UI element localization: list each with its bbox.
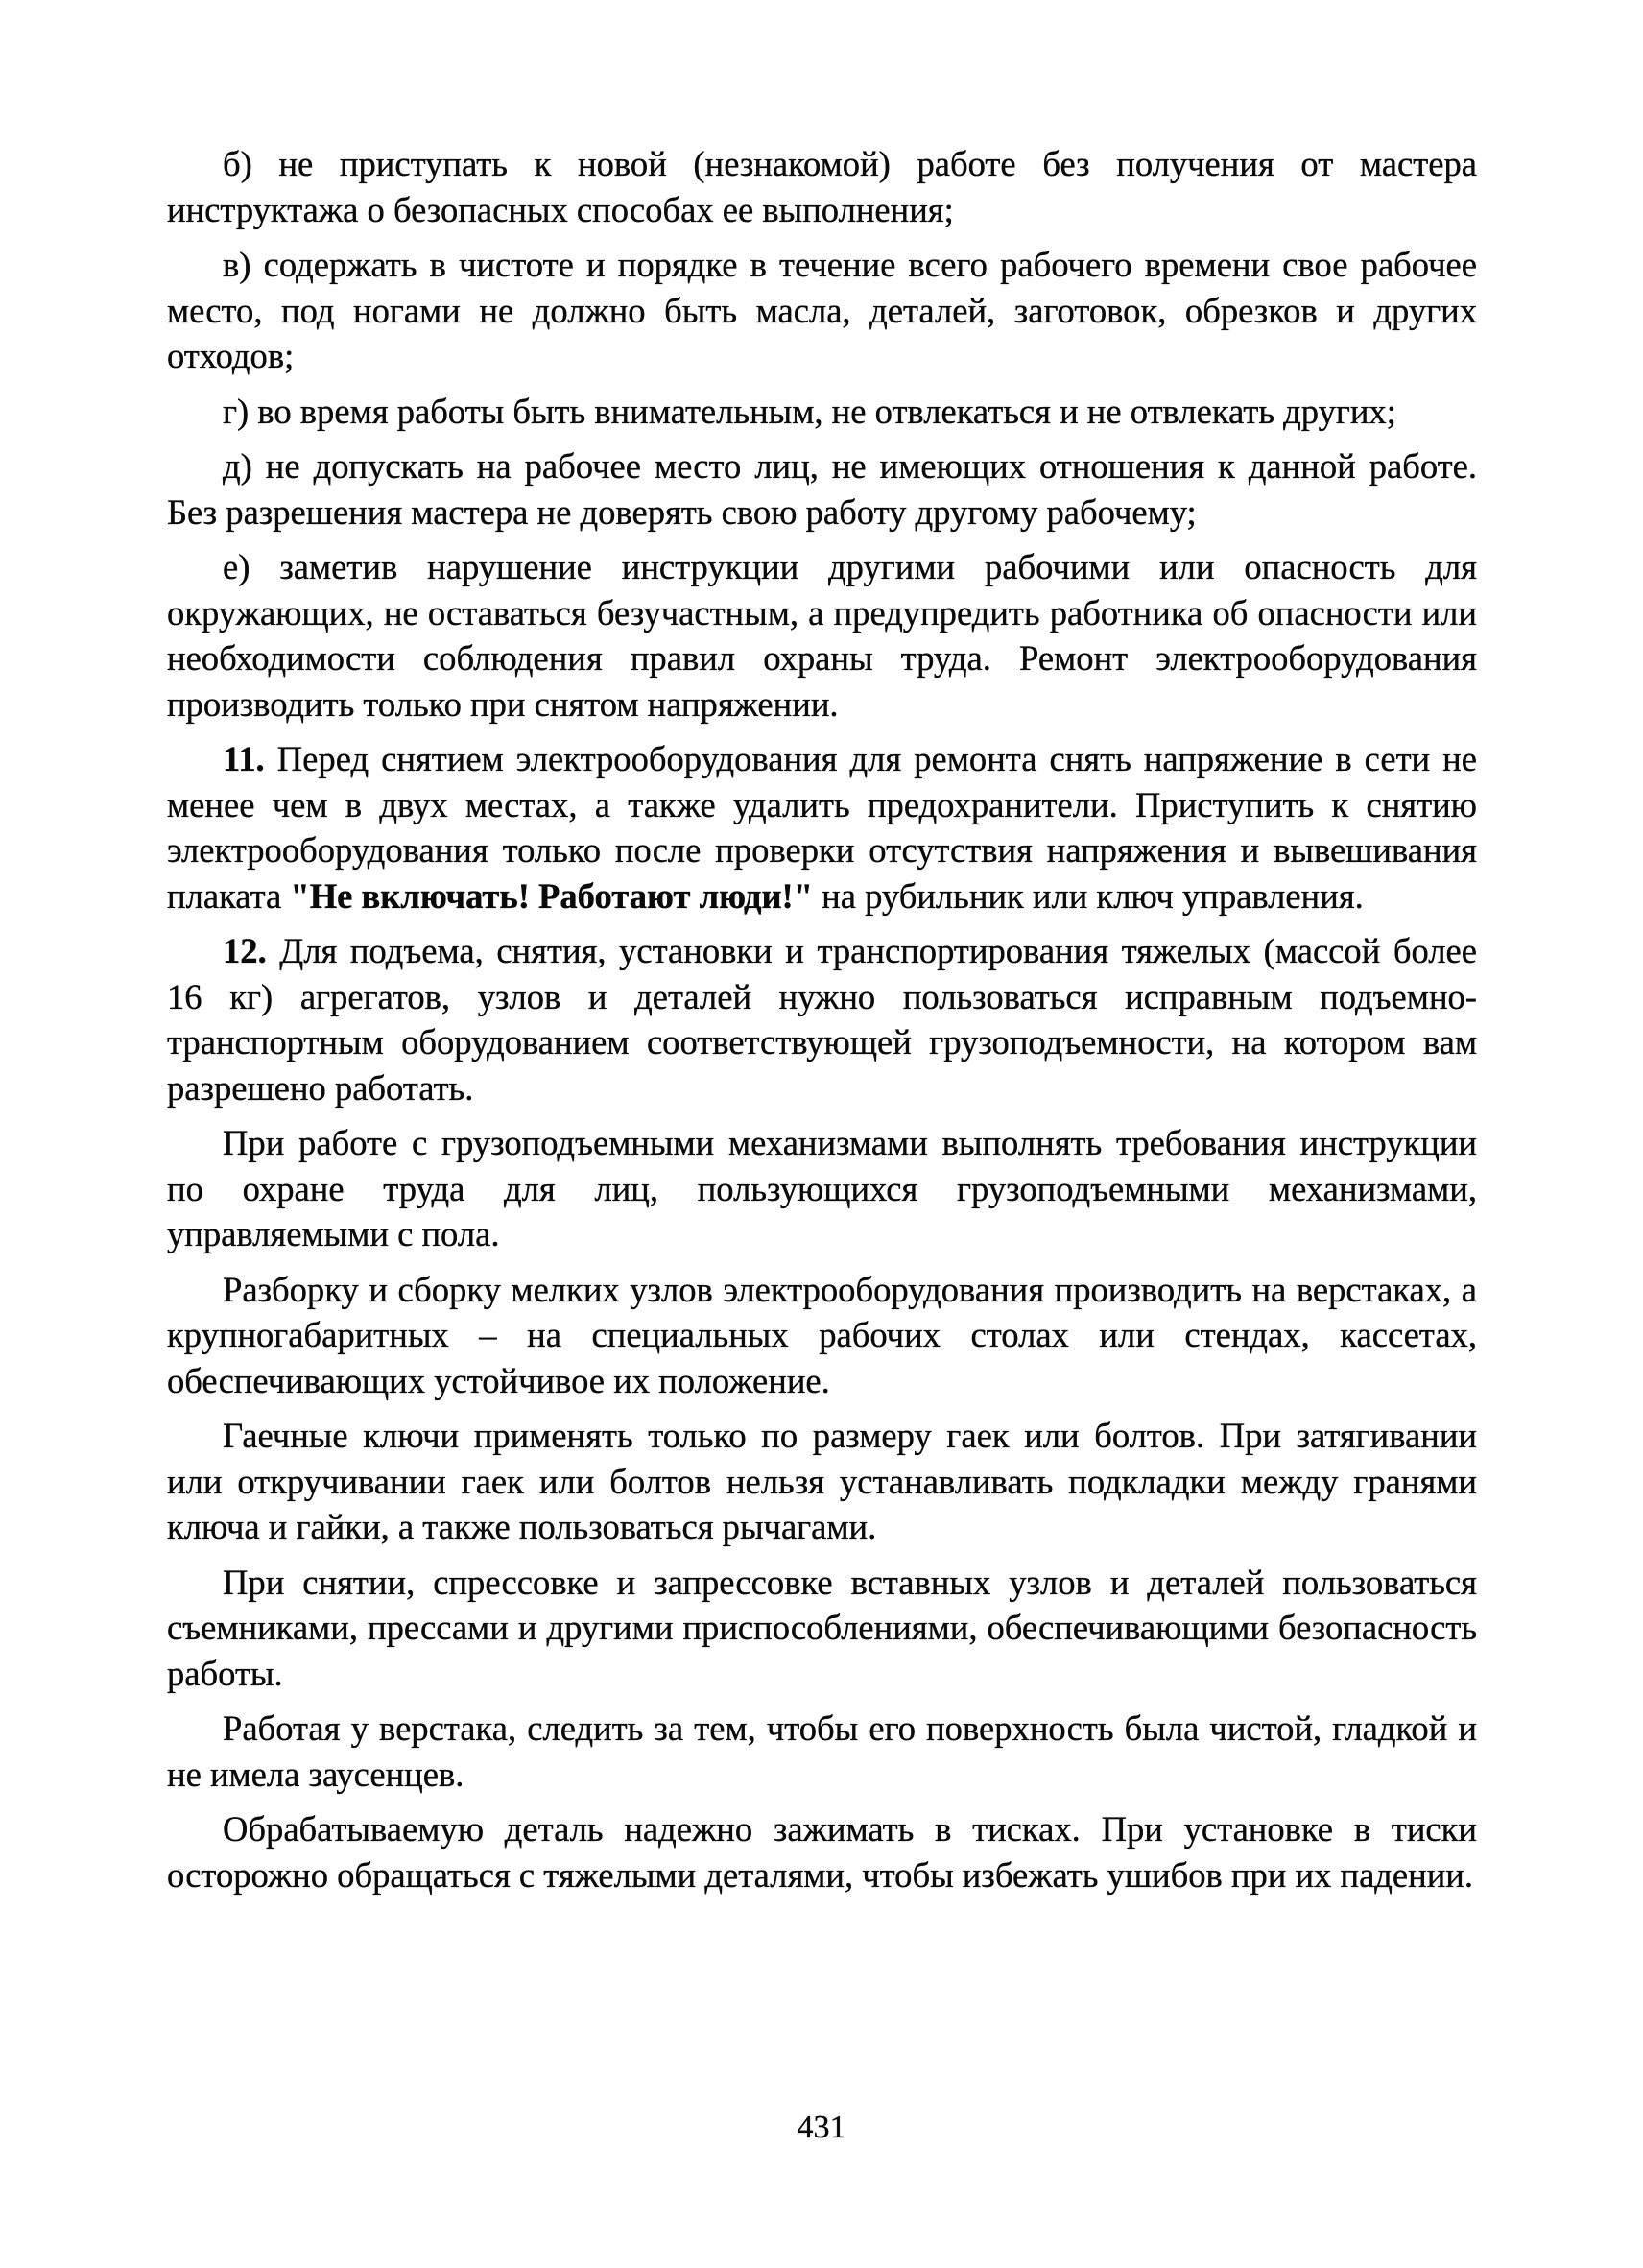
paragraph-lifting: При работе с грузоподъемными механизмами выполнять требования инструкции по охране труда для лиц, пользующихся грузоподъемными механизмами, управляемыми с пола.	[167, 1123, 1477, 1253]
paragraph-12	[167, 928, 1477, 1110]
paragraph-12-text: Для подъема, снятия, установки и транспортирования тяжелых (массой более 16 кг) агрегатов, узлов и деталей нужно пользоваться исправным подъемно-транспортным оборудованием соответствующей грузоподъемности, на котором вам разрешено работать.	[167, 931, 1477, 1108]
paragraph-vise: Обрабатываемую деталь надежно зажимать в тисках. При установке в тиски осторожно обращаться с тяжелыми деталями, чтобы избежать ушибов при их падении.	[167, 1809, 1477, 1895]
paragraph-item-g: г) во время работы быть внимательным, не отвлекаться и не отвлекать других;	[223, 391, 1396, 431]
paragraph-11	[167, 736, 1477, 919]
body-text	[167, 141, 1477, 1907]
paragraph-bench: Работая у верстака, следить за тем, чтобы его поверхность была чистой, гладкой и не имела заусенцев.	[167, 1708, 1477, 1794]
paragraph-item-v: в) содержать в чистоте и порядке в течение всего рабочего времени свое рабочее место, под ногами не должно быть масла, деталей, заготовок, обрезков и других отходов;	[167, 245, 1477, 375]
paragraph-item-b: б) не приступать к новой (незнакомой) работе без получения от мастера инструктажа о безопасных способах ее выполнения;	[167, 144, 1477, 229]
paragraph-wrenches: Гаечные ключи применять только по размеру гаек или болтов. При затягивании или откручивании гаек или болтов нельзя устанавливать подкладки между гранями ключа и гайки, а также пользоваться рычагами.	[167, 1416, 1477, 1546]
paragraph-12-number: 12.	[223, 931, 267, 970]
paragraph-11-number: 11.	[223, 739, 265, 778]
paragraph-11-text-a: Перед снятием электрооборудования для ремонта снять напряжение в сети не менее чем в двух местах, а также удалить предохранители. Приступить к снятию электрооборудования только после проверки отсутствия напряжения и вывешивания плаката	[167, 739, 1477, 916]
paragraph-11-text-b: на рубильник или ключ управления.	[813, 875, 1364, 916]
paragraph-item-d: д) не допускать на рабочее место лиц, не имеющих отношения к данной работе. Без разрешения мастера не доверять свою работу другому рабочему;	[167, 446, 1477, 532]
paragraph-item-e: е) заметив нарушение инструкции другими рабочими или опасность для окружающих, не оставаться безучастным, а предупредить работника об опасности или необходимости соблюдения правил охраны труда. Ремонт электрооборудования производить только при снятом напряжении.	[167, 547, 1477, 724]
paragraph-assembly: Разборку и сборку мелких узлов электрооборудования производить на верстаках, а крупногабаритных – на специальных рабочих столах или стендах, кассетах, обеспечивающих устойчивое их положение.	[167, 1269, 1477, 1400]
page-number: 431	[797, 2110, 846, 2145]
paragraph-press: При снятии, спрессовке и запрессовке вставных узлов и деталей пользоваться съемниками, прессами и другими приспособлениями, обеспечивающими безопасность работы.	[167, 1562, 1477, 1693]
warning-sign-text: "Не включать! Работают люди!"	[290, 875, 814, 916]
